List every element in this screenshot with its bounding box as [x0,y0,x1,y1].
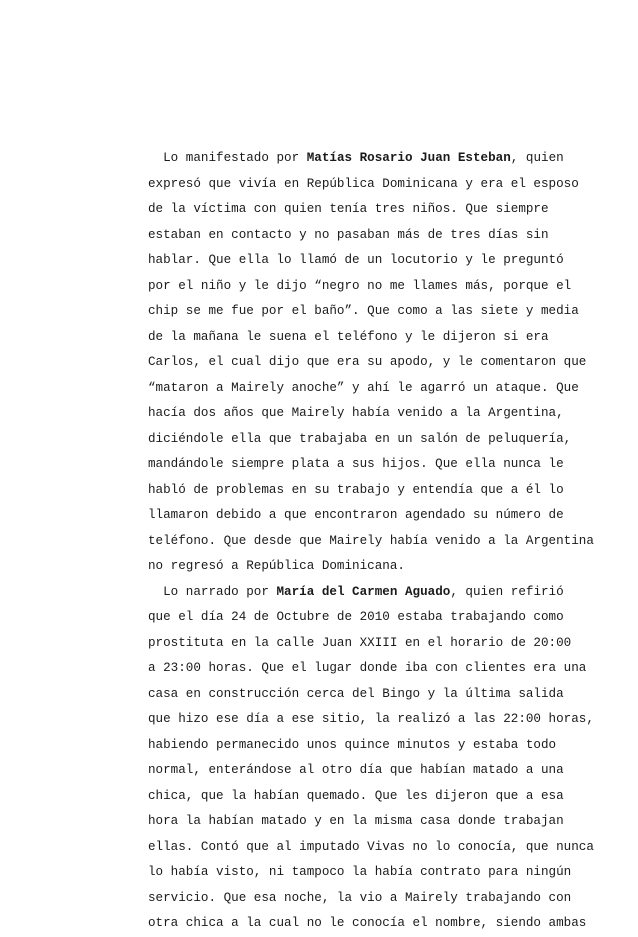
text-segment: Lo narrado por [148,584,277,599]
witness-name: Matías Rosario Juan Esteban [306,151,511,165]
text-line [148,707,592,733]
text-segment: , quien [510,151,564,165]
text-line [148,223,592,249]
text-line [148,299,592,325]
text-segment: Carlos, el cual dijo que era su apodo, y le comentaron que [148,355,587,369]
text-line [148,172,592,198]
text-line [148,682,592,708]
text-segment: servicio. Que esa noche, la vio a Mairely trabajando con [148,890,572,905]
text-line [148,350,592,376]
text-segment: llamaron debido a que encontraron agendado su número de [148,508,564,522]
text-line [148,835,592,861]
text-segment: que hizo ese día a ese sitio, la realizó a las 22:00 horas, [148,712,594,726]
text-line [148,503,592,529]
text-line [148,860,592,886]
body-text [148,146,592,937]
text-line [148,605,592,631]
text-segment: que el día 24 de Octubre de 2010 estaba trabajando como [148,610,564,624]
text-segment: “mataron a Mairely anoche” y ahí le agarró un ataque. Que [148,380,579,395]
text-segment: hablar. Que ella lo llamó de un locutorio y le preguntó [148,253,564,267]
text-line [148,554,592,580]
text-segment: chica, que la habían quemado. Que les dijeron que a esa [148,788,564,803]
text-line [148,401,592,427]
text-segment: expresó que vivía en República Dominicana y era el esposo [148,176,579,191]
text-line [148,733,592,759]
text-line [148,631,592,657]
text-segment: prostituta en la calle Juan XXIII en el horario de 20:00 [148,635,572,650]
text-line [148,529,592,555]
text-line [148,452,592,478]
text-line [148,248,592,274]
text-line [148,758,592,784]
text-line [148,427,592,453]
text-line [148,580,592,606]
text-segment: estaban en contacto y no pasaban más de tres días sin [148,227,549,242]
text-segment: otra chica a la cual no le conocía el nombre, siendo ambas [148,916,587,930]
text-segment: diciéndole ella que trabajaba en un salón de peluquería, [148,431,572,446]
text-segment: chip se me fue por el baño”. Que como a las siete y media [148,304,579,318]
text-line [148,146,592,172]
text-segment: teléfono. Que desde que Mairely había venido a la Argentina [148,533,594,548]
text-line [148,478,592,504]
text-segment: ellas. Contó que al imputado Vivas no lo conocía, que nunca [148,839,594,854]
text-segment: de la víctima con quien tenía tres niños. Que siempre [148,202,549,216]
text-segment: a 23:00 horas. Que el lugar donde iba con clientes era una [148,661,587,675]
text-line [148,886,592,912]
text-segment: casa en construcción cerca del Bingo y la última salida [148,686,564,701]
text-segment: , quien refirió [450,584,564,599]
text-segment: hora la habían matado y en la misma casa donde trabajan [148,814,564,828]
text-line [148,376,592,402]
text-segment: no regresó a República Dominicana. [148,559,405,573]
text-segment: hacía dos años que Mairely había venido a la Argentina, [148,406,564,420]
text-line [148,197,592,223]
text-segment: Lo manifestado por [148,151,307,165]
text-segment: lo había visto, ni tampoco la había contrato para ningún [148,865,572,879]
text-line [148,325,592,351]
witness-name: María del Carmen Aguado [276,584,451,599]
text-segment: habiendo permanecido unos quince minutos y estaba todo [148,737,557,752]
text-segment: mandándole siempre plata a sus hijos. Que ella nunca le [148,457,564,471]
text-segment: habló de problemas en su trabajo y entendía que a él lo [148,482,564,497]
text-line [148,656,592,682]
text-line [148,809,592,835]
text-segment: normal, enterándose al otro día que habían matado a una [148,763,564,777]
text-line [148,911,592,937]
text-segment: de la mañana le suena el teléfono y le dijeron si era [148,329,549,344]
text-segment: por el niño y le dijo “negro no me llames más, porque el [148,278,572,293]
text-line [148,274,592,300]
text-line [148,784,592,810]
